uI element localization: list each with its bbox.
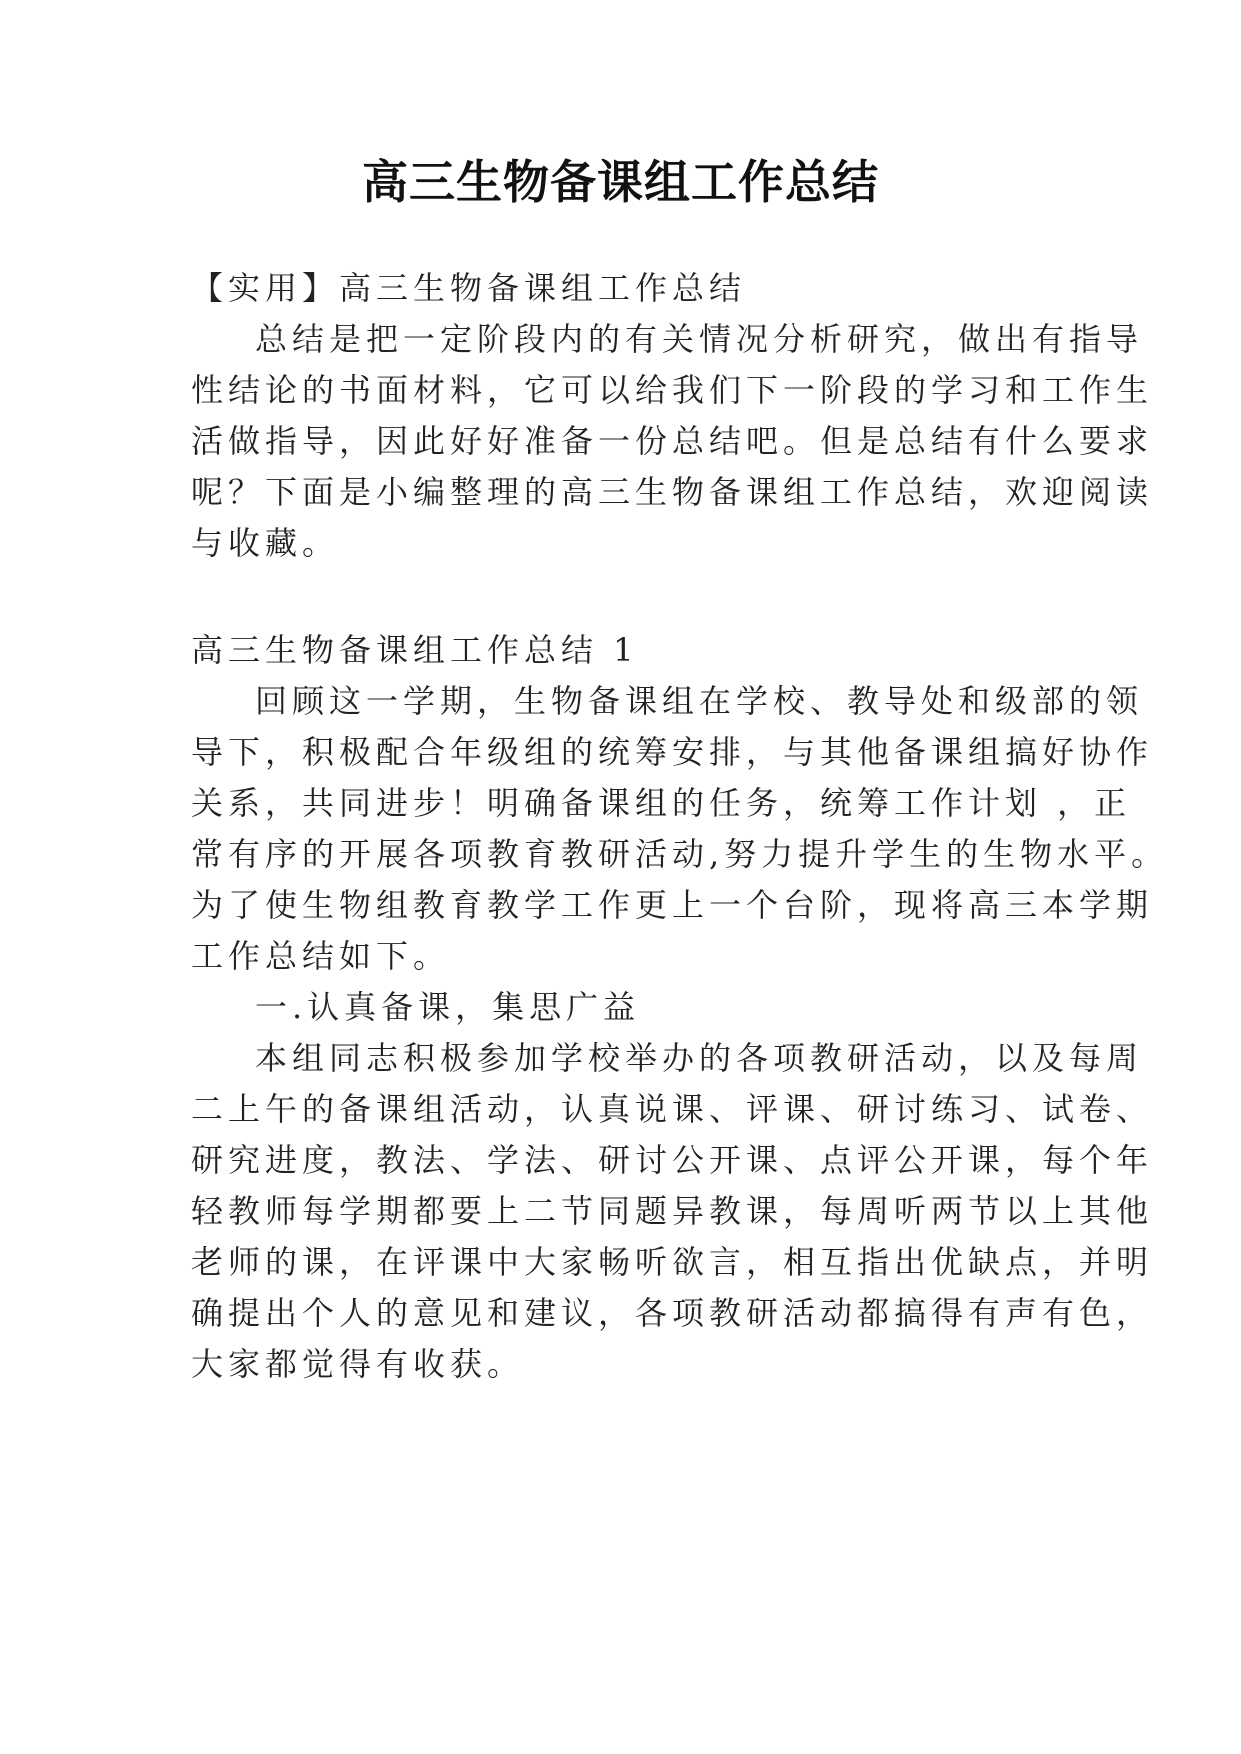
section-para2-line-4: 轻教师每学期都要上二节同题异教课，每周听两节以上其他: [191, 1192, 1154, 1230]
section-para2-line-3: 研究进度，教法、学法、研讨公开课、点评公开课，每个年: [191, 1141, 1154, 1179]
section-para1-line-2: 导下，积极配合年级组的统筹安排，与其他备课组搞好协作: [191, 733, 1154, 771]
section-para2-line-2: 二上午的备课组活动，认真说课、评课、研讨练习、试卷、: [191, 1090, 1154, 1128]
intro-line-2: 性结论的书面材料，它可以给我们下一阶段的学习和工作生: [191, 371, 1154, 409]
section-para2-line-1: 本组同志积极参加学校举办的各项教研活动，以及每周: [255, 1039, 1144, 1077]
section-para2-line-5: 老师的课，在评课中大家畅听欲言，相互指出优缺点，并明: [191, 1243, 1154, 1281]
section-para1-line-5: 为了使生物组教育教学工作更上一个台阶，现将高三本学期: [191, 886, 1154, 924]
intro-heading: 【实用】高三生物备课组工作总结: [191, 269, 747, 307]
subheading: 一.认真备课，集思广益: [255, 988, 641, 1026]
section-heading: 高三生物备课组工作总结 1: [191, 631, 639, 669]
section-para1-line-6: 工作总结如下。: [191, 937, 451, 975]
section-para1-line-1: 回顾这一学期，生物备课组在学校、教导处和级部的领: [255, 682, 1144, 720]
document-title: 高三生物备课组工作总结: [362, 155, 879, 209]
intro-line-1: 总结是把一定阶段内的有关情况分析研究，做出有指导: [255, 320, 1144, 358]
intro-line-5: 与收藏。: [191, 524, 340, 562]
intro-line-3: 活做指导，因此好好准备一份总结吧。但是总结有什么要求: [191, 422, 1154, 460]
section-para1-line-4: 常有序的开展各项教育教研活动,努力提升学生的生物水平。: [191, 835, 1169, 873]
intro-line-4: 呢？下面是小编整理的高三生物备课组工作总结，欢迎阅读: [191, 473, 1154, 511]
section-para2-line-6: 确提出个人的意见和建议，各项教研活动都搞得有声有色，: [191, 1294, 1154, 1332]
section-para1-line-3: 关系，共同进步！明确备课组的任务，统筹工作计划 ，正: [191, 784, 1132, 822]
section-para2-line-7: 大家都觉得有收获。: [191, 1345, 525, 1383]
